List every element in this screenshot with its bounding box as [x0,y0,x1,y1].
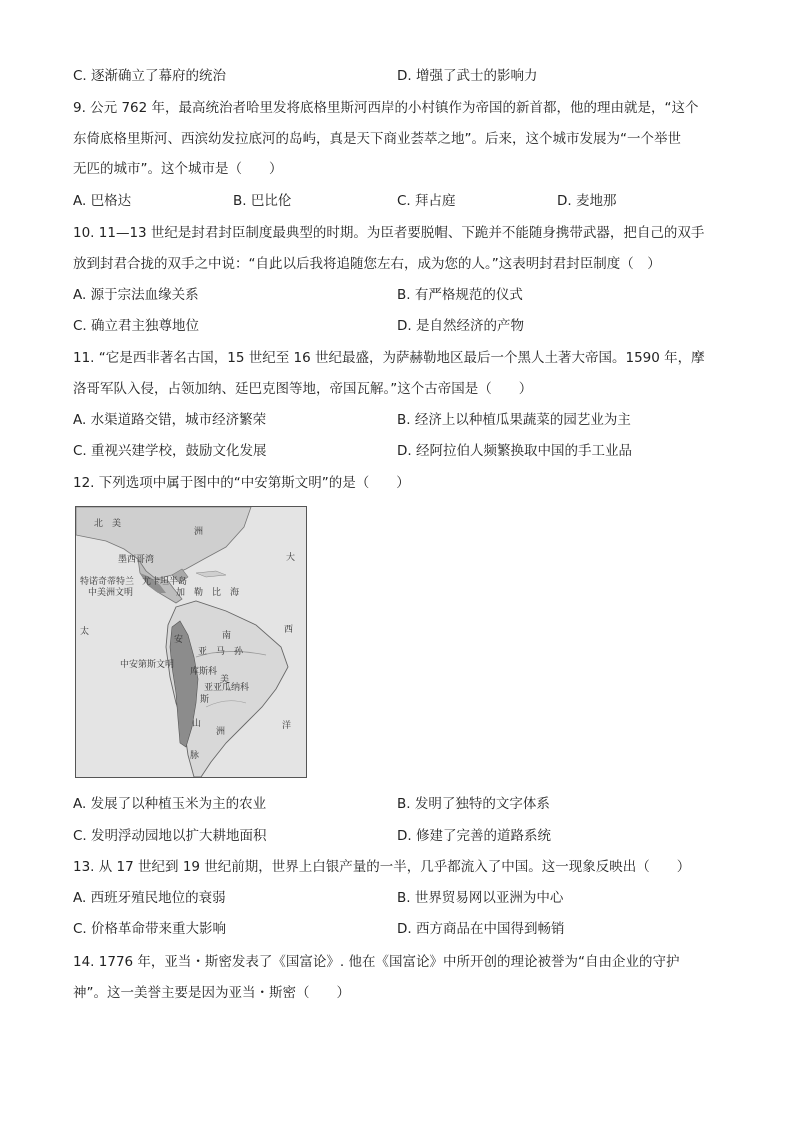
label-mei: 美 [220,675,230,685]
label-caribbean: 加 勒 比 海 [176,588,240,598]
q12-option-d: D. 修建了完善的道路系统 [397,828,551,844]
q13-option-d: D. 西方商品在中国得到畅销 [397,921,565,937]
q9-option-b: B. 巴比伦 [233,193,292,209]
map-drawing [76,507,306,777]
q9-stem-line3: 无匹的城市”。这个城市是（ ） [73,161,283,177]
q8-option-d: D. 增强了武士的影响力 [397,68,538,84]
q12-stem: 12. 下列选项中属于图中的“中安第斯文明”的是（ ） [73,475,410,491]
q9-option-a: A. 巴格达 [73,193,132,209]
q12-option-b: B. 发明了独特的文字体系 [397,796,550,812]
label-yucatan: 尤卡坦半岛 [142,577,188,587]
label-tenochtitlan: 特诺奇蒂特兰 [80,577,135,587]
q13-option-b: B. 世界贸易网以亚洲为中心 [397,890,564,906]
q13-option-a: A. 西班牙殖民地位的衰弱 [73,890,226,906]
label-tai: 太 [80,627,90,637]
label-amazon: 亚 马 孙 [198,647,244,657]
label-zhou: 洲 [194,527,204,537]
q13-option-c: C. 价格革命带来重大影响 [73,921,227,937]
q10-option-d: D. 是自然经济的产物 [397,318,524,334]
q11-stem-line2: 洛哥军队入侵，占领加纳、廷巴克图等地，帝国瓦解。”这个古帝国是（ ） [73,381,533,397]
q11-stem-line1: 11. “它是西非著名古国，15 世纪至 16 世纪最盛，为萨赫勒地区最后一个黑人土著大帝国。1590 年，摩 [73,350,705,366]
label-nan: 南 [222,631,232,641]
q9-option-d: D. 麦地那 [557,193,617,209]
q12-option-c: C. 发明浮动园地以扩大耕地面积 [73,828,267,844]
label-yang: 洋 [282,721,292,731]
label-shan: 山 [192,719,202,729]
label-da: 大 [286,553,296,563]
q14-stem-line1: 14. 1776 年，亚当・斯密发表了《国富论》. 他在《国富论》中所开创的理论被誉为“自由企业的守护 [73,954,680,970]
q12-option-a: A. 发展了以种植玉米为主的农业 [73,796,267,812]
label-titicaca: 亚亚瓜纳科 [204,683,250,693]
q10-stem-line2: 放到封君合拢的双手之中说：“自此以后我将追随您左右，成为您的人。”这表明封君封臣制度（ ） [73,256,661,272]
q10-option-b: B. 有严格规范的仪式 [397,287,523,303]
q9-option-c: C. 拜占庭 [397,193,456,209]
label-cusco: 库斯科 [190,667,218,677]
q10-option-c: C. 确立君主独尊地位 [73,318,200,334]
q9-stem-line1: 9. 公元 762 年，最高统治者哈里发将底格里斯河西岸的小村镇作为帝国的新首都，他的理由就是，“这个 [73,100,699,116]
q13-stem: 13. 从 17 世纪到 19 世纪前期，世界上白银产量的一半，几乎都流入了中国。这一现象反映出（ ） [73,859,691,875]
q10-option-a: A. 源于宗法血缘关系 [73,287,199,303]
label-an: 安 [174,635,184,645]
q10-stem-line1: 10. 11—13 世纪是封君封臣制度最典型的时期。为臣者要脱帽、下跪并不能随身携带武器，把自己的双手 [73,225,705,241]
label-mai: 脉 [190,751,200,761]
q11-option-b: B. 经济上以种植瓜果蔬菜的园艺业为主 [397,412,631,428]
q11-option-a: A. 水渠道路交错，城市经济繁荣 [73,412,267,428]
label-central-andes: 中安第斯文明 [120,660,175,670]
americas-map [75,506,307,778]
q11-option-c: C. 重视兴建学校，鼓励文化发展 [73,443,267,459]
label-zhou2: 洲 [216,727,226,737]
label-north-america: 北 美 [94,519,122,529]
q11-option-d: D. 经阿拉伯人频繁换取中国的手工业品 [397,443,632,459]
label-central-america: 中美洲文明 [88,588,134,598]
q14-stem-line2: 神”。这一美誉主要是因为亚当・斯密（ ） [73,985,350,1001]
label-xi: 西 [284,625,294,635]
label-si: 斯 [200,695,210,705]
q9-stem-line2: 东倚底格里斯河、西滨幼发拉底河的岛屿，真是天下商业荟萃之地”。后来，这个城市发展为“一个举世 [73,131,681,147]
q8-option-c: C. 逐渐确立了幕府的统治 [73,68,227,84]
label-mexico-gulf: 墨西哥湾 [118,555,155,565]
